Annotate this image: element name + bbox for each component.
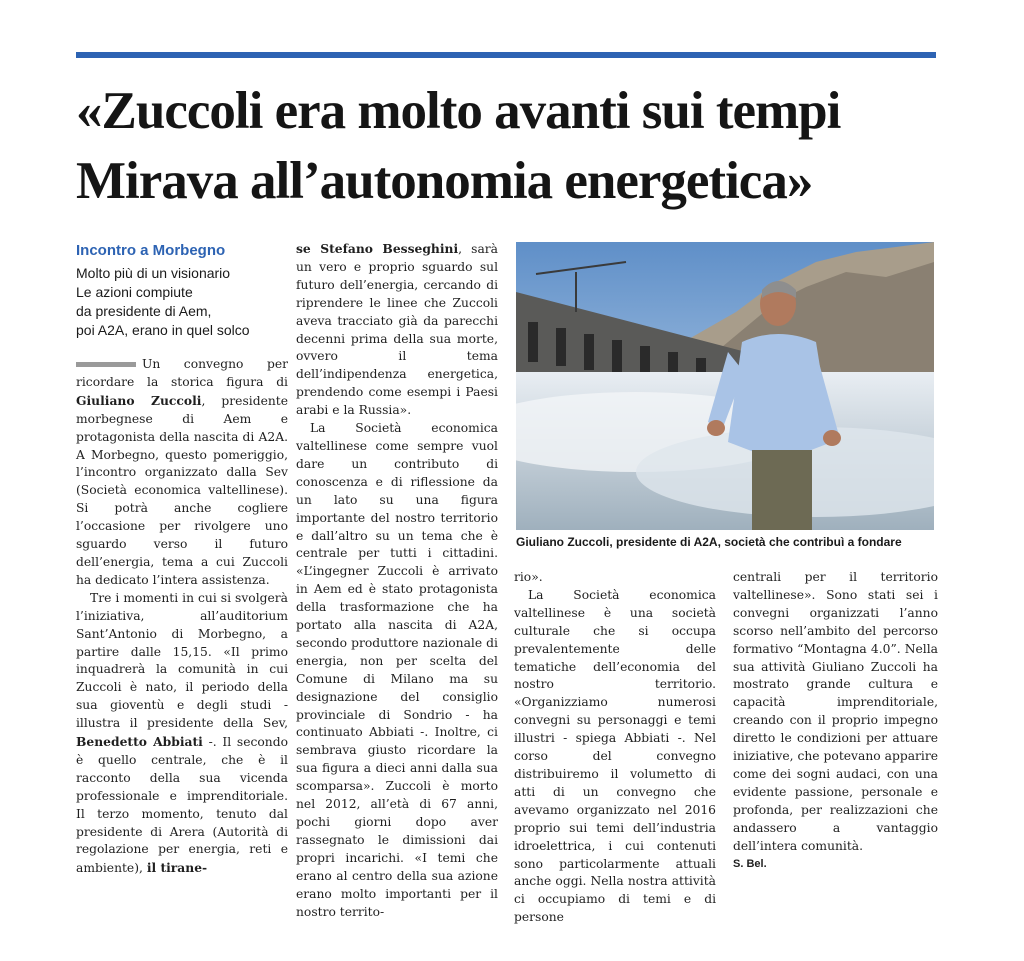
lead-bar [76,362,136,367]
summary-line-2: Le azioni compiute [76,284,193,300]
person-name: se Stefano Besseghini [296,241,459,256]
photo-caption: Giuliano Zuccoli, presidente di A2A, società che contribuì a fondare [516,535,902,549]
summary [76,264,286,340]
paragraph: La Società economica valtellinese come sempre vuol dare un contributo di conoscenza e di riflessione da un lato su una figura importante del nostro territorio e dall’altro su un tema che è centrale per tutti i cittadini. «L’ingegner Zuccoli è arrivato in Aem ed è stato protagonista della trasformazione che ha portato alla nascita di A2A, secondo produttore nazionale di energia, non per scelta del Comune di Milano ma su designazione del consiglio provinciale di Sondrio - ha continuato Abbiati -. Inoltre, ci sembrava giusto ricordare la sua figura a dieci anni dalla sua scomparsa». Zuccoli è morto nel 2012, all’età di 67 anni, pochi giorni dopo aver rassegnato le dimissioni dai propri incarichi. «I temi che erano al centro della sua azione erano molto importanti per il nostro territo- [296,421,498,919]
summary-line-4: poi A2A, erano in quel solco [76,322,250,338]
paragraph: rio». [514,570,543,584]
summary-line-1: Molto più di un visionario [76,265,231,281]
headline-line-1: «Zuccoli era molto avanti sui tempi [76,82,841,140]
headline-line-2: Mirava all’autonomia energetica» [76,152,813,210]
article-column-2 [296,240,498,921]
paragraph: La Società economica valtellinese è una società culturale che si occupa prevalentemente delle tematiche dell’economia del nostro territorio. «Organizziamo numerosi convegni su personaggi e temi illustri - spiega Abbiati -. Nel corso del convegno distribuiremo il volumetto di atti di un convegno che avevamo organizzato nel 2016 proprio sui temi dell’industria idroelettrica, i cui contenuti sono particolarmente attuali anche oggi. Nella nostra attività ci occupiamo di temi e di persone [514,587,716,925]
summary-line-3: da presidente di Aem, [76,303,212,319]
top-rule [76,52,936,58]
article-photo [516,242,934,530]
kicker: Incontro a Morbegno [76,242,226,259]
person-name: Giuliano Zuccoli [76,392,202,408]
paragraph: centrali per il territorio valtellinese». Sono stati sei i convegni organizzati l’anno scorso nell’ambito del percorso formativo “Montagna 4.0”. Nella sua attività Giuliano Zuccoli ha mostrato grande cultura e capacità imprenditoriale, creando con il proprio impegno diretto le condizioni per attuare iniziative, che potevano apparire come dei sogni audaci, con una evidente passione, personale e profonda, per realizzazioni che andassero a vantaggio dell’intera comunità. [733,570,938,853]
paragraph: se Stefano Besseghini, sarà un vero e proprio sguardo sul futuro dell’energia, cercando di riprendere le linee che Zuccoli aveva tracciato già da parecchi decenni prima della sua morte, ovvero il tema dell’indipendenza energetica, prendendo come esempi i Paesi arabi e la Russia». [296,241,498,418]
article-column-1 [76,356,288,878]
article-column-4 [733,569,938,873]
article-column-3 [514,569,716,927]
paragraph: Un convegno per ricordare la storica figura di Giuliano Zuccoli, presidente morbegnese di Aem e protagonista della nascita di A2A. A Morbegno, questo pomeriggio, l’incontro organizzato dalla Sev (Società economica valtellinese). Si potrà anche cogliere l’occasione per rivolgere uno sguardo verso il futuro dell’energia, tema a cui Zuccoli ha dedicato l’intera assistenza. [76,357,288,587]
signature: S. Bel. [733,857,767,870]
paragraph: Tre i momenti in cui si svolgerà l’iniziativa, all’auditorium Sant’Antonio di Morbegno, a partire dalle 15,15. «Il primo inquadrerà la comunità in cui Zuccoli è nato, il periodo della sua gioventù e degli studi - illustra il presidente della Sev, Benedetto Abbiati -. Il secondo è quello centrale, che è il racconto della sua vicenda professionale e imprenditoriale. Il terzo momento, tenuto dal presidente di Arera (Autorità di regolazione per energia, reti e ambiente), il tirane- [76,590,289,876]
headline [76,76,956,216]
person-name: Benedetto Abbiati [76,734,203,750]
